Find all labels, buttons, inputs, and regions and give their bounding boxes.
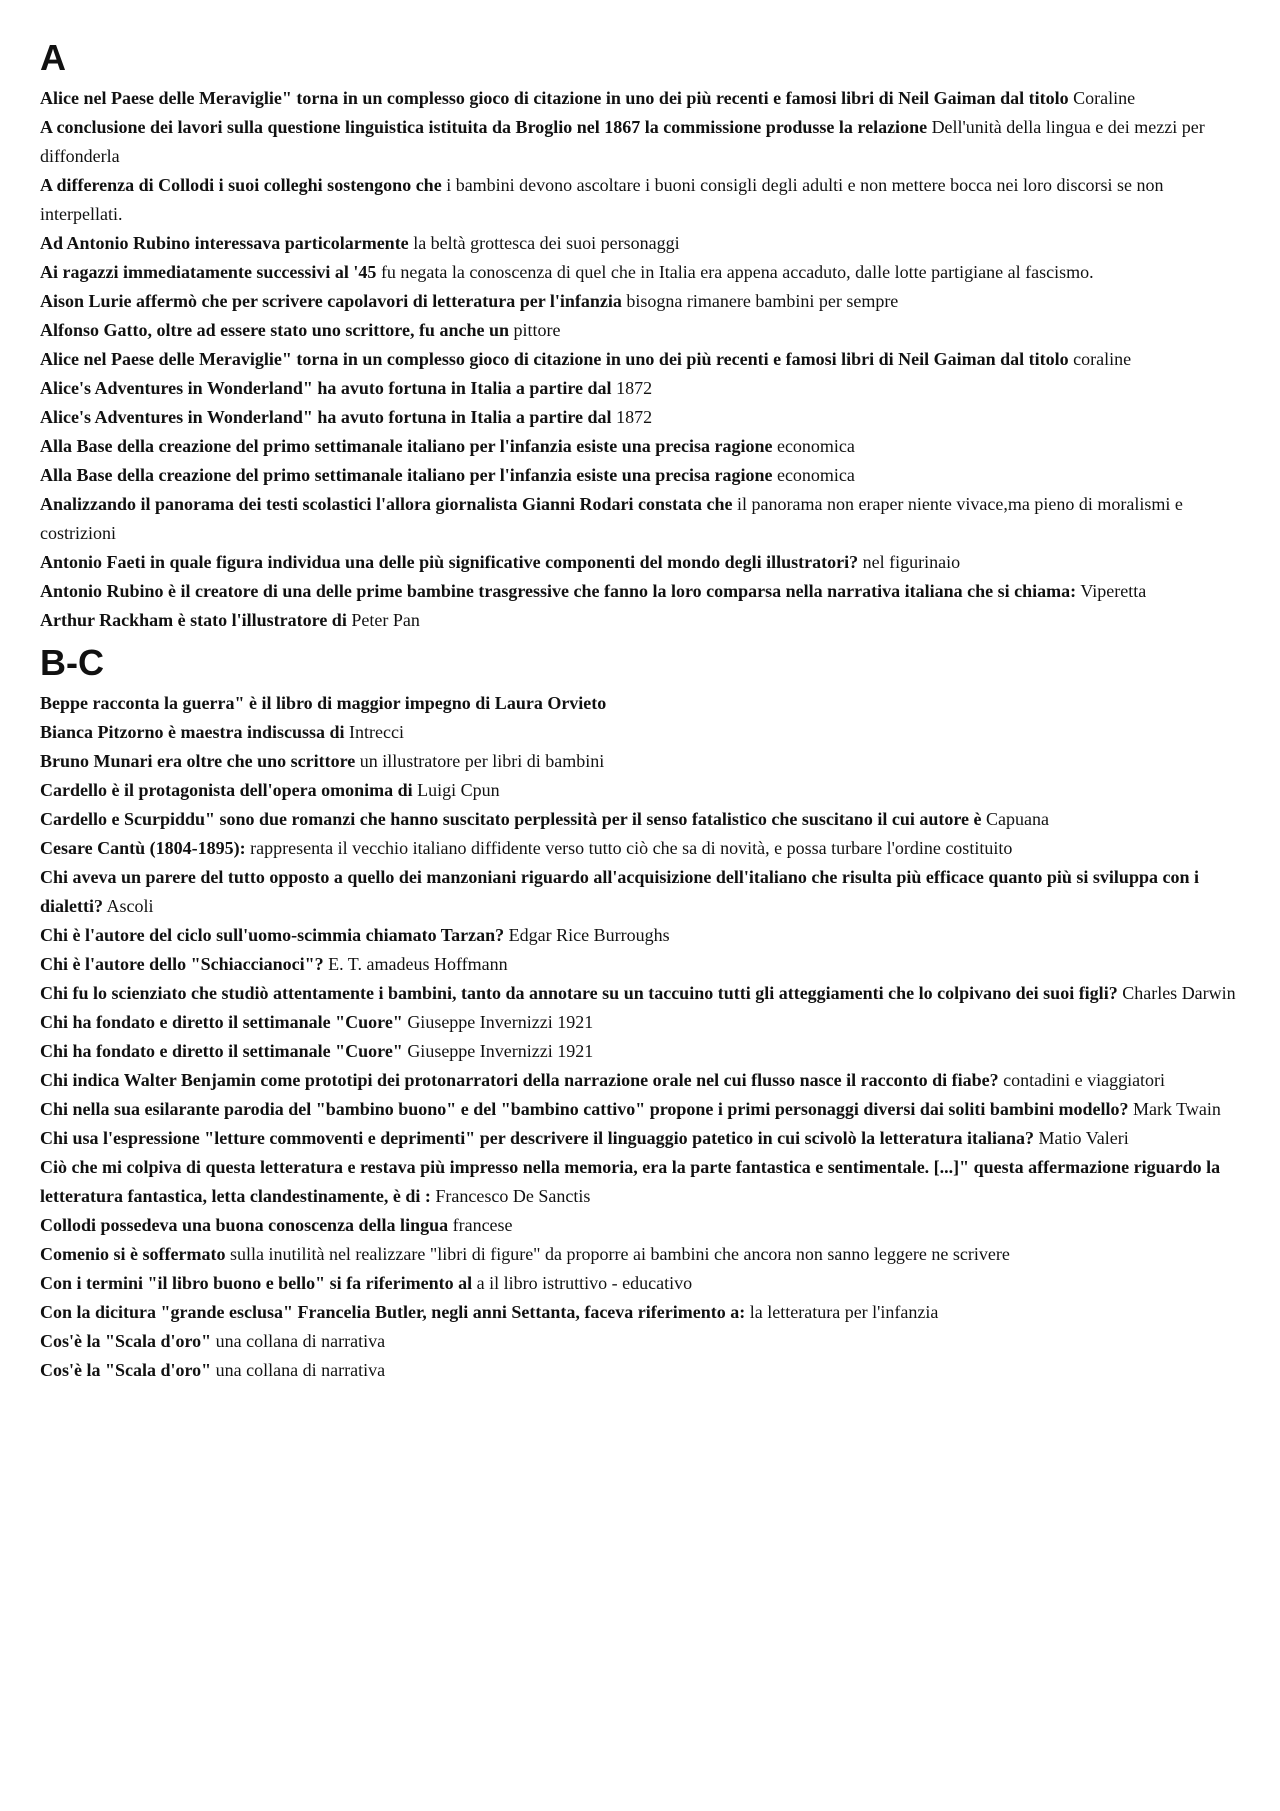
question: Con i termini "il libro buono e bello" si fa riferimento al bbox=[40, 1273, 473, 1293]
qa-item bbox=[40, 548, 1245, 577]
question: Cardello e Scurpiddu" sono due romanzi che hanno suscitato perplessità per il senso fatalistico che suscitano il cui autore è bbox=[40, 809, 982, 829]
qa-item bbox=[40, 432, 1245, 461]
answer: nel figurinaio bbox=[862, 552, 961, 572]
section-a bbox=[40, 38, 1245, 635]
answer: Viperetta bbox=[1080, 581, 1147, 601]
answer: Dell'unità della lingua e dei mezzi per diffonderla bbox=[40, 117, 1205, 166]
question: Cardello è il protagonista dell'opera omonima di bbox=[40, 780, 413, 800]
qa-item bbox=[40, 689, 1245, 718]
question: Aison Lurie affermò che per scrivere capolavori di letteratura per l'infanzia bbox=[40, 291, 622, 311]
answer: Francesco De Sanctis bbox=[435, 1186, 591, 1206]
question: A differenza di Collodi i suoi colleghi sostengono che bbox=[40, 175, 442, 195]
answer: Giuseppe Invernizzi 1921 bbox=[407, 1041, 594, 1061]
qa-item bbox=[40, 1124, 1245, 1153]
section-heading: B-C bbox=[40, 642, 104, 683]
question: Comenio si è soffermato bbox=[40, 1244, 226, 1264]
question: Alice nel Paese delle Meraviglie" torna in un complesso gioco di citazione in uno dei più recenti e famosi libri di Neil Gaiman dal titolo bbox=[40, 349, 1069, 369]
question: Alla Base della creazione del primo settimanale italiano per l'infanzia esiste una precisa ragione bbox=[40, 465, 773, 485]
answer: contadini e viaggiatori bbox=[1003, 1070, 1166, 1090]
qa-list bbox=[40, 84, 1245, 635]
qa-item bbox=[40, 316, 1245, 345]
question: Ad Antonio Rubino interessava particolarmente bbox=[40, 233, 409, 253]
qa-item bbox=[40, 1066, 1245, 1095]
question: Antonio Rubino è il creatore di una delle prime bambine trasgressive che fanno la loro comparsa nella narrativa italiana che si chiama: bbox=[40, 581, 1077, 601]
answer: economica bbox=[776, 465, 855, 485]
question: Chi fu lo scienziato che studiò attentamente i bambini, tanto da annotare su un taccuino tutti gli atteggiamenti che lo colpivano dei suoi figli? bbox=[40, 983, 1118, 1003]
answer: Coraline bbox=[1073, 88, 1136, 108]
question: Chi è l'autore dello "Schiaccianoci"? bbox=[40, 954, 324, 974]
answer: Peter Pan bbox=[351, 610, 420, 630]
answer: Intrecci bbox=[349, 722, 404, 742]
question: Antonio Faeti in quale figura individua una delle più significative componenti del mondo degli illustratori? bbox=[40, 552, 859, 572]
question: Alice's Adventures in Wonderland" ha avuto fortuna in Italia a partire dal bbox=[40, 407, 612, 427]
answer: una collana di narrativa bbox=[215, 1331, 386, 1351]
answer: i bambini devono ascoltare i buoni consigli degli adulti e non mettere bocca nei loro discorsi se non interpellati. bbox=[40, 175, 1164, 224]
qa-item bbox=[40, 171, 1245, 229]
section-heading: A bbox=[40, 37, 66, 78]
question: Chi aveva un parere del tutto opposto a quello dei manzoniani riguardo all'acquisizione dell'italiano che risulta più efficace quanto più si sviluppa con i dialetti? bbox=[40, 867, 1199, 916]
answer: sulla inutilità nel realizzare "libri di figure" da proporre ai bambini che ancora non sanno leggere ne scrivere bbox=[229, 1244, 1010, 1264]
question: Chi nella sua esilarante parodia del "bambino buono" e del "bambino cattivo" propone i primi personaggi diversi dai soliti bambini modello? bbox=[40, 1099, 1129, 1119]
answer: fu negata la conoscenza di quel che in Italia era appena accaduto, dalle lotte partigiane al fascismo. bbox=[380, 262, 1094, 282]
qa-item bbox=[40, 1211, 1245, 1240]
qa-item bbox=[40, 1008, 1245, 1037]
answer: Charles Darwin bbox=[1122, 983, 1236, 1003]
answer: francese bbox=[452, 1215, 513, 1235]
answer: la letteratura per l'infanzia bbox=[749, 1302, 939, 1322]
qa-item bbox=[40, 1095, 1245, 1124]
qa-item bbox=[40, 577, 1245, 606]
question: A conclusione dei lavori sulla questione linguistica istituita da Broglio nel 1867 la commissione produsse la relazione bbox=[40, 117, 928, 137]
qa-item bbox=[40, 863, 1245, 921]
question: Bianca Pitzorno è maestra indiscussa di bbox=[40, 722, 345, 742]
qa-item bbox=[40, 950, 1245, 979]
question: Collodi possedeva una buona conoscenza della lingua bbox=[40, 1215, 449, 1235]
answer: Capuana bbox=[986, 809, 1050, 829]
qa-item bbox=[40, 345, 1245, 374]
answer: un illustratore per libri di bambini bbox=[359, 751, 605, 771]
question: Analizzando il panorama dei testi scolastici l'allora giornalista Gianni Rodari constata che bbox=[40, 494, 733, 514]
document-page bbox=[40, 38, 1245, 1393]
answer: 1872 bbox=[616, 407, 653, 427]
answer: 1872 bbox=[616, 378, 653, 398]
qa-list bbox=[40, 689, 1245, 1385]
qa-item bbox=[40, 979, 1245, 1008]
qa-item bbox=[40, 606, 1245, 635]
answer: pittore bbox=[513, 320, 561, 340]
question: Cos'è la "Scala d'oro" bbox=[40, 1331, 212, 1351]
question: Con la dicitura "grande esclusa" Francelia Butler, negli anni Settanta, faceva riferimento a: bbox=[40, 1302, 746, 1322]
answer: la beltà grottesca dei suoi personaggi bbox=[413, 233, 680, 253]
qa-item bbox=[40, 1240, 1245, 1269]
question: Alla Base della creazione del primo settimanale italiano per l'infanzia esiste una precisa ragione bbox=[40, 436, 773, 456]
question: Ciò che mi colpiva di questa letteratura e restava più impresso nella memoria, era la parte fantastica e sentimentale. [...]" questa affermazione riguardo la letteratura fantastica, letta clandestinamente, è di : bbox=[40, 1157, 1221, 1206]
answer: economica bbox=[776, 436, 855, 456]
question: Arthur Rackham è stato l'illustratore di bbox=[40, 610, 347, 630]
answer: a il libro istruttivo - educativo bbox=[476, 1273, 693, 1293]
question: Alice's Adventures in Wonderland" ha avuto fortuna in Italia a partire dal bbox=[40, 378, 612, 398]
question: Bruno Munari era oltre che uno scrittore bbox=[40, 751, 356, 771]
answer: Luigi Cpun bbox=[417, 780, 500, 800]
question: Chi ha fondato e diretto il settimanale "Cuore" bbox=[40, 1041, 403, 1061]
qa-item bbox=[40, 776, 1245, 805]
question: Alfonso Gatto, oltre ad essere stato uno scrittore, fu anche un bbox=[40, 320, 509, 340]
question: Ai ragazzi immediatamente successivi al '45 bbox=[40, 262, 377, 282]
question: Cos'è la "Scala d'oro" bbox=[40, 1360, 212, 1380]
qa-item bbox=[40, 1037, 1245, 1066]
qa-item bbox=[40, 461, 1245, 490]
question: Alice nel Paese delle Meraviglie" torna in un complesso gioco di citazione in uno dei più recenti e famosi libri di Neil Gaiman dal titolo bbox=[40, 88, 1069, 108]
qa-item bbox=[40, 1356, 1245, 1385]
answer: E. T. amadeus Hoffmann bbox=[328, 954, 508, 974]
qa-item bbox=[40, 1269, 1245, 1298]
qa-item bbox=[40, 921, 1245, 950]
qa-item bbox=[40, 1153, 1245, 1211]
question: Beppe racconta la guerra" è il libro di maggior impegno di Laura Orvieto bbox=[40, 693, 607, 713]
qa-item bbox=[40, 229, 1245, 258]
qa-item bbox=[40, 113, 1245, 171]
answer: Edgar Rice Burroughs bbox=[508, 925, 670, 945]
qa-item bbox=[40, 834, 1245, 863]
answer: Ascoli bbox=[106, 896, 154, 916]
answer: Matio Valeri bbox=[1038, 1128, 1129, 1148]
question: Cesare Cantù (1804-1895): bbox=[40, 838, 246, 858]
qa-item bbox=[40, 258, 1245, 287]
qa-item bbox=[40, 374, 1245, 403]
answer: rappresenta il vecchio italiano diffidente verso tutto ciò che sa di novità, e possa turbare l'ordine costituito bbox=[250, 838, 1013, 858]
answer: bisogna rimanere bambini per sempre bbox=[626, 291, 899, 311]
answer: Giuseppe Invernizzi 1921 bbox=[407, 1012, 594, 1032]
question: Chi è l'autore del ciclo sull'uomo-scimmia chiamato Tarzan? bbox=[40, 925, 505, 945]
answer: una collana di narrativa bbox=[215, 1360, 386, 1380]
qa-item bbox=[40, 747, 1245, 776]
question: Chi indica Walter Benjamin come prototipi dei protonarratori della narrazione orale nel cui flusso nasce il racconto di fiabe? bbox=[40, 1070, 999, 1090]
qa-item bbox=[40, 287, 1245, 316]
answer: Mark Twain bbox=[1132, 1099, 1221, 1119]
question: Chi usa l'espressione "letture commoventi e deprimenti" per descrivere il linguaggio patetico in cui scivolò la letteratura italiana? bbox=[40, 1128, 1035, 1148]
answer: coraline bbox=[1073, 349, 1132, 369]
qa-item bbox=[40, 1298, 1245, 1327]
qa-item bbox=[40, 403, 1245, 432]
qa-item bbox=[40, 1327, 1245, 1356]
question: Chi ha fondato e diretto il settimanale "Cuore" bbox=[40, 1012, 403, 1032]
qa-item bbox=[40, 490, 1245, 548]
answer: il panorama non eraper niente vivace,ma pieno di moralismi e costrizioni bbox=[40, 494, 1183, 543]
qa-item bbox=[40, 84, 1245, 113]
qa-item bbox=[40, 805, 1245, 834]
qa-item bbox=[40, 718, 1245, 747]
section-b-c bbox=[40, 643, 1245, 1385]
